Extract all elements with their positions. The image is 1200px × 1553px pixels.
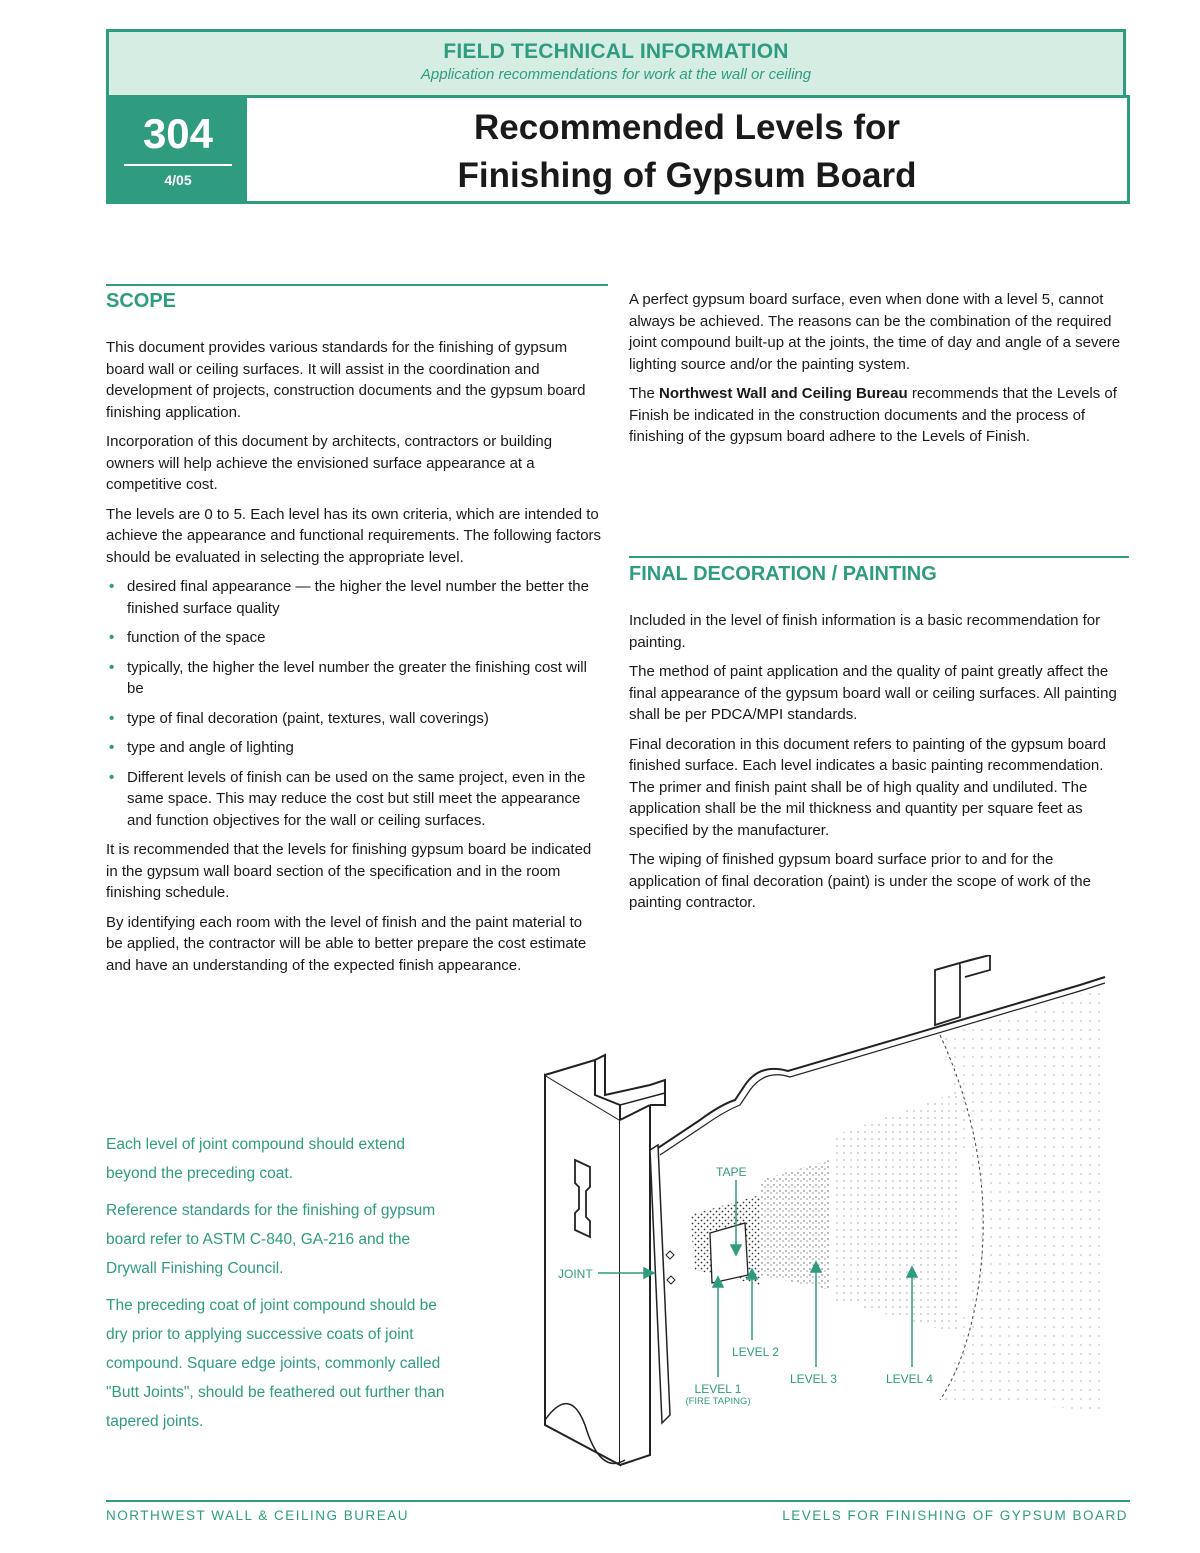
footer-rule xyxy=(106,1500,1130,1502)
scope-paragraph: It is recommended that the levels for finishing gypsum board be indicated in the gypsum wall board section of the specification and in the room finishing schedule. xyxy=(106,841,592,901)
level-3-label: LEVEL 3 xyxy=(790,1372,837,1386)
factor-list xyxy=(106,576,602,831)
scope-paragraph: This document provides various standards for the finishing of gypsum board wall or ceiling surfaces. It will assist in the coordination and development of projects, construction documents and the gypsum board finishing application. xyxy=(106,339,586,421)
document-title-line-2: Finishing of Gypsum Board xyxy=(457,156,917,195)
sidebar-note: Reference standards for the finishing of gypsum board refer to ASTM C-840, GA-216 and the Drywall Finishing Council. xyxy=(106,1202,436,1277)
header-subtitle: Application recommendations for work at the wall or ceiling xyxy=(420,66,812,83)
level-1-label: LEVEL 1 (FIRE TAPING) xyxy=(670,1382,766,1407)
scope-paragraph: The levels are 0 to 5. Each level has its own criteria, which are intended to achieve the appearance and functional requirements. The following factors should be evaluated in selecting the appropriate level. xyxy=(106,505,602,566)
bullet: • xyxy=(109,709,115,727)
bullet: • xyxy=(109,658,115,676)
final-decoration-column xyxy=(629,610,1129,922)
final-paragraph: The wiping of finished gypsum board surface prior to and for the application of final decoration (paint) is under the scope of work of the painting contractor. xyxy=(629,851,1091,911)
scope-paragraph: By identifying each room with the level of finish and the paint material to be applied, the contractor will be able to better prepare the cost estimate and have an understanding of the expected finish appearance. xyxy=(106,913,587,974)
tape-label: TAPE xyxy=(716,1165,747,1179)
right-column-intro xyxy=(629,289,1129,456)
diagram-illustration xyxy=(520,955,1140,1485)
list-item: • Different levels of finish can be used on the same project, even in the same space. This may reduce the cost but still meet the appearance and function objectives for the wall or ceiling surfaces. xyxy=(109,768,586,829)
list-item: • typically, the higher the level number the greater the finishing cost will be xyxy=(109,658,587,697)
bullet: • xyxy=(109,629,115,646)
document-title xyxy=(247,104,1127,200)
sidebar-notes xyxy=(106,1130,451,1444)
list-item: • type of final decoration (paint, textures, wall coverings) xyxy=(106,708,602,730)
joint-tape xyxy=(710,1223,748,1283)
document-number-box xyxy=(109,98,247,201)
scope-heading: SCOPE xyxy=(106,290,177,312)
intro-paragraph: A perfect gypsum board surface, even when done with a level 5, cannot always be achieved. The reasons can be the combination of the required joint compound built-up at the joints, the time of day and angle of a severe lighting source and/or the painting system. xyxy=(629,291,1121,373)
footer-right: LEVELS FOR FINISHING OF GYPSUM BOARD xyxy=(782,1508,1128,1523)
document-number: 304 xyxy=(142,110,214,157)
level-4-label: LEVEL 4 xyxy=(886,1372,933,1386)
scope-column xyxy=(106,337,602,984)
final-paragraph: The method of paint application and the quality of paint greatly affect the final appearance of the gypsum board wall or ceiling surfaces. All painting shall be per PDCA/MPI standards. xyxy=(629,663,1117,723)
bullet: • xyxy=(109,739,115,756)
document-date: 4/05 xyxy=(164,172,192,188)
header-title: FIELD TECHNICAL INFORMATION xyxy=(443,40,789,63)
final-decoration-heading: FINAL DECORATION / PAINTING xyxy=(629,563,937,585)
footer-left: NORTHWEST WALL & CEILING BUREAU xyxy=(106,1508,410,1523)
title-block xyxy=(106,95,1130,204)
level-1-note: (FIRE TAPING) xyxy=(685,1396,751,1407)
sidebar-note: Each level of joint compound should extend beyond the preceding coat. xyxy=(106,1136,406,1182)
final-paragraph: Included in the level of finish information is a basic recommendation for painting. xyxy=(629,612,1101,651)
organization-name: Northwest Wall and Ceiling Bureau xyxy=(659,385,908,402)
recommendation-paragraph: The Northwest Wall and Ceiling Bureau recommends that the Levels of Finish be indicated in the construction documents and the process of finishing of the gypsum board adhere to the Levels of Finish. xyxy=(629,385,1117,445)
list-item: • type and angle of lighting xyxy=(106,737,602,759)
final-decoration-rule xyxy=(629,556,1129,558)
final-paragraph: Final decoration in this document refers to painting of the gypsum board finished surface. Each level indicates a basic painting recommendation. The primer and finish paint shall be of high quality and undiluted. The application shall be the mil thickness and quantity per square feet as specified by the manufacturer. xyxy=(629,735,1106,839)
document-title-line-1: Recommended Levels for xyxy=(474,108,900,147)
level-2-label: LEVEL 2 xyxy=(732,1345,779,1359)
sidebar-note: The preceding coat of joint compound should be dry prior to applying successive coats of joint compound. Square edge joints, commonly called "Butt Joints", should be feathered out further than tapered joints. xyxy=(106,1297,445,1430)
number-divider xyxy=(124,164,232,166)
header-banner xyxy=(106,29,1126,95)
finish-levels-diagram xyxy=(520,955,1140,1485)
scope-rule xyxy=(106,284,608,286)
list-item: • function of the space xyxy=(106,627,602,649)
bullet: • xyxy=(109,768,115,786)
list-item: • desired final appearance — the higher the level number the better the finished surface quality xyxy=(109,578,589,617)
scope-paragraph: Incorporation of this document by architects, contractors or building owners will help achieve the envisioned surface appearance at a competitive cost. xyxy=(106,433,553,493)
joint-label: JOINT xyxy=(558,1267,593,1281)
bullet: • xyxy=(109,578,115,595)
